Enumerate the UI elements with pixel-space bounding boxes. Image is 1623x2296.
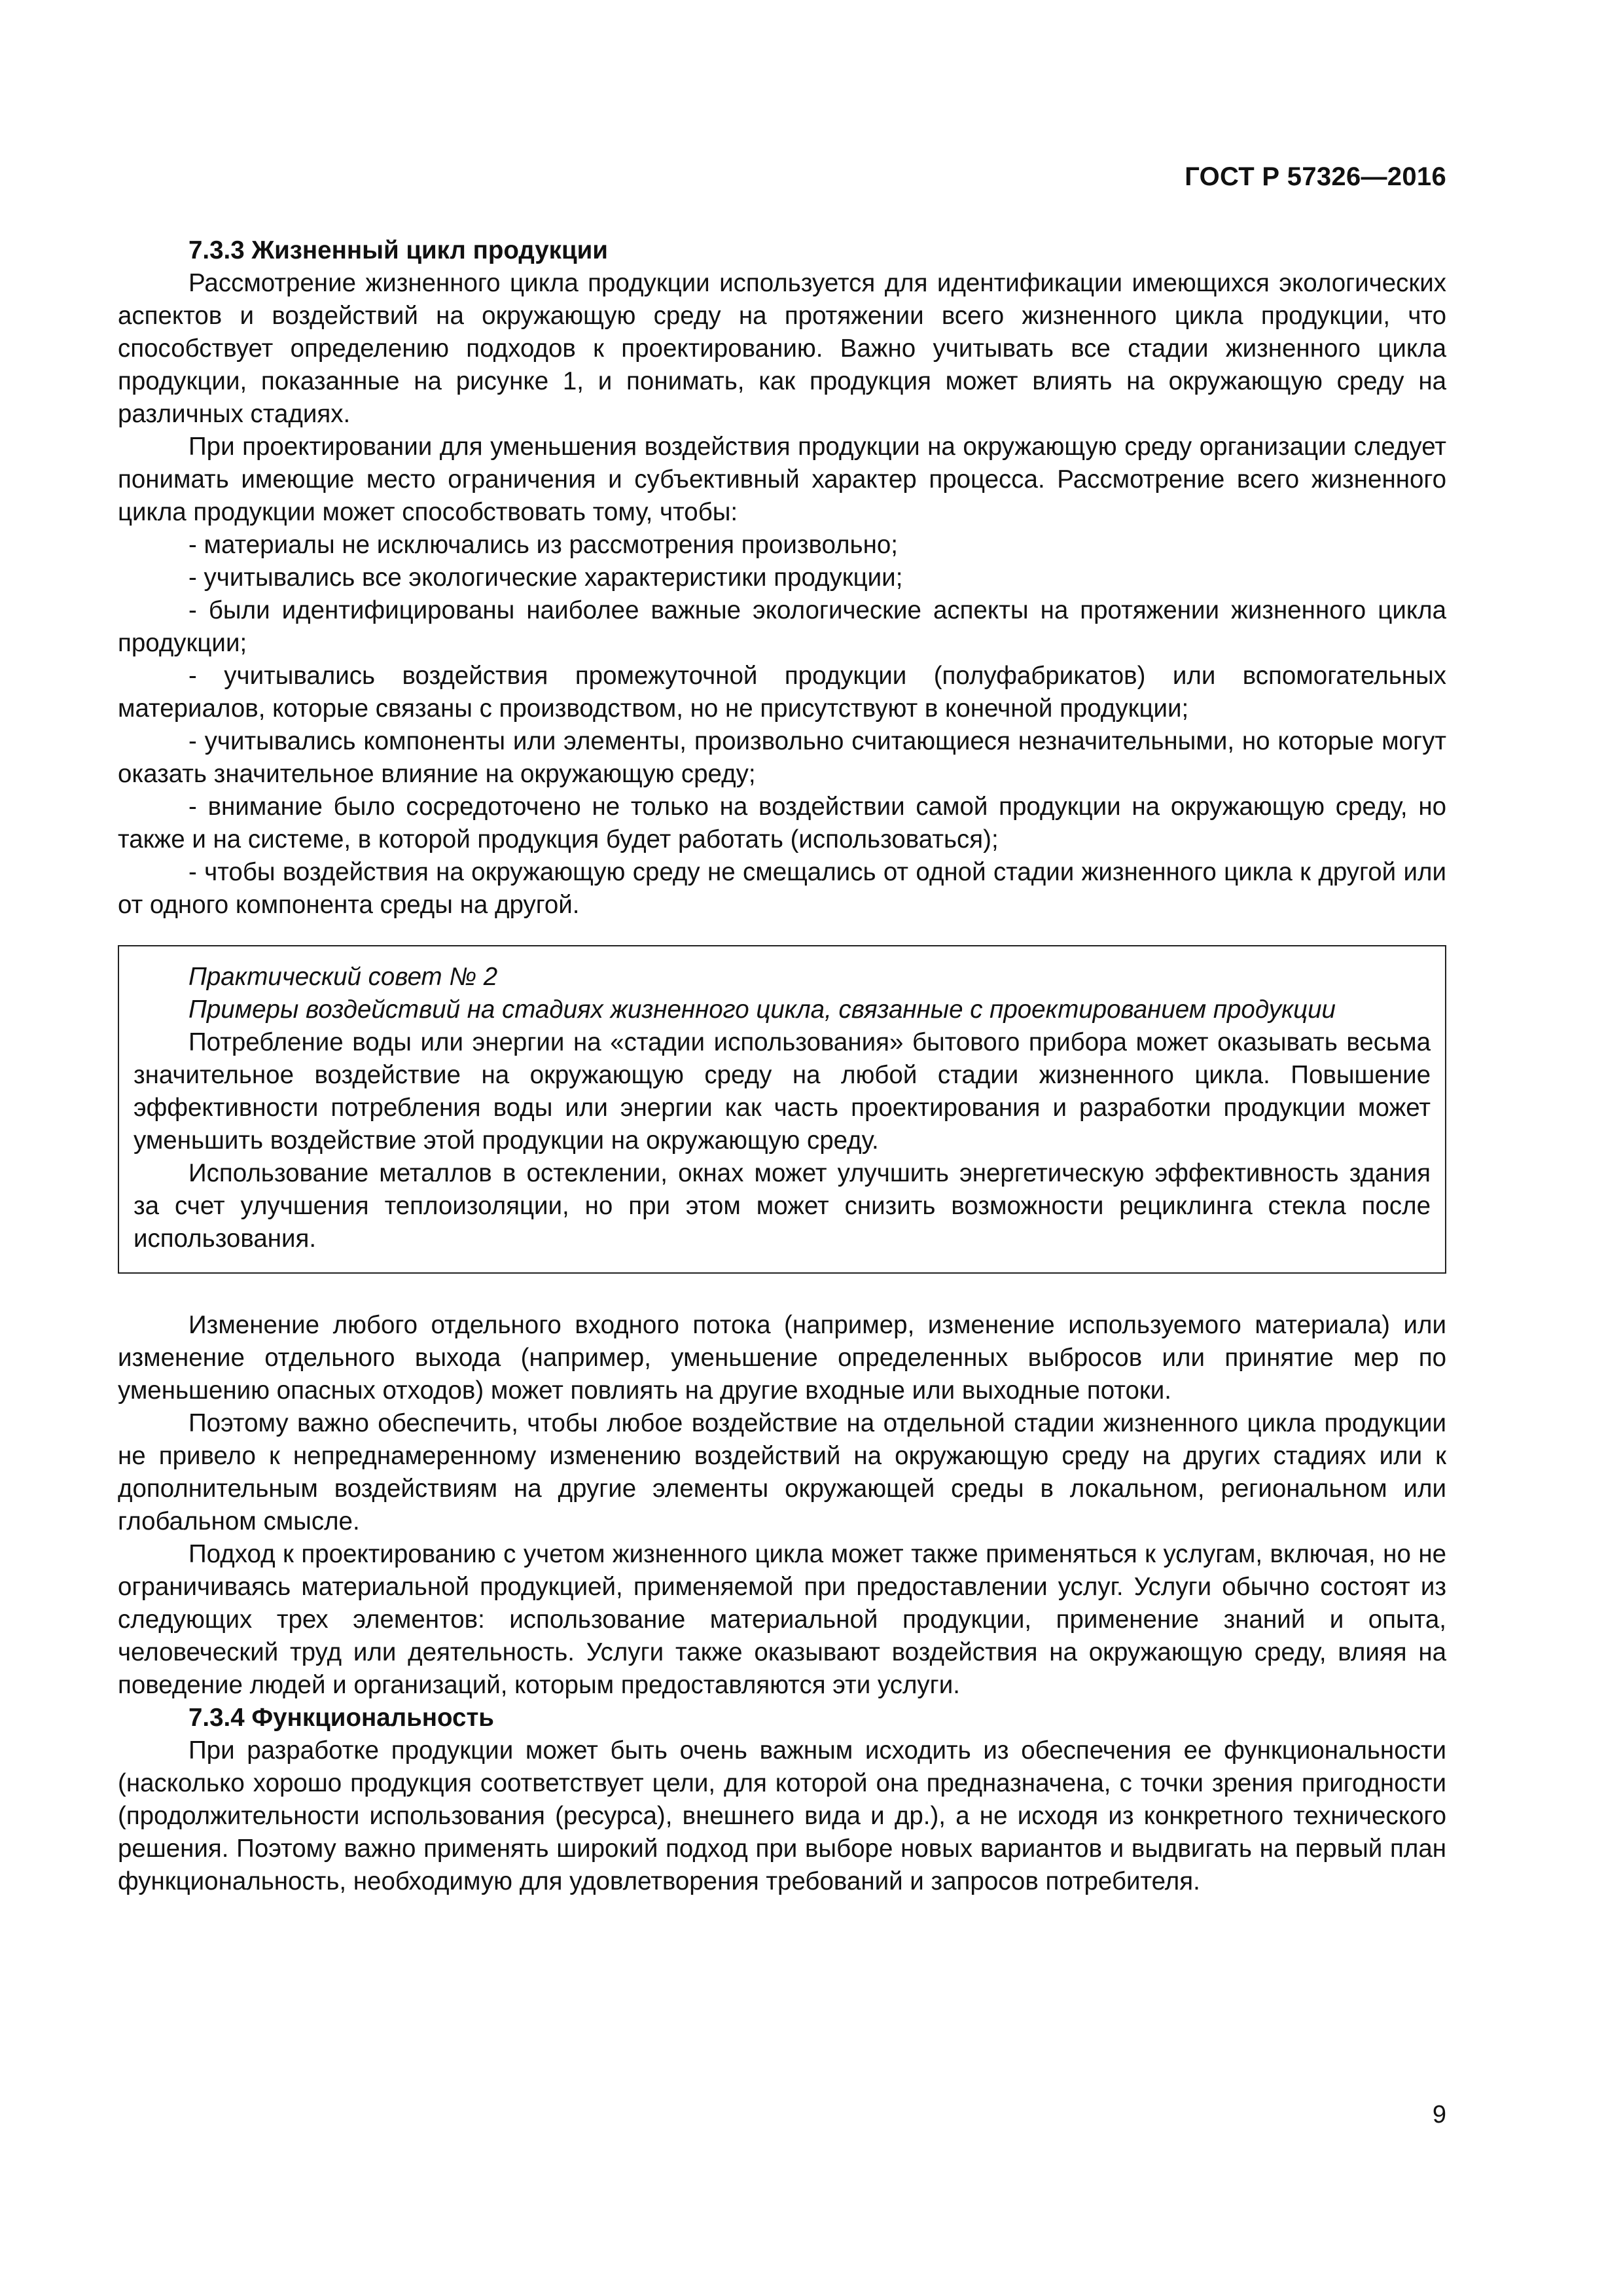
- document-page: [118, 0, 1446, 2296]
- list-item: - внимание было сосредоточено не только на воздействии самой продукции на окружающую среду, но также и на системе, в которой продукция будет работать (использоваться);: [118, 793, 1446, 853]
- section-heading-7-3-3: 7.3.3 Жизненный цикл продукции: [188, 236, 608, 264]
- list-item: - учитывались все экологические характеристики продукции;: [188, 564, 903, 592]
- tip-subtitle: Примеры воздействий на стадиях жизненного цикла, связанные с проектированием продукции: [188, 996, 1336, 1024]
- standard-header: ГОСТ Р 57326—2016: [1185, 162, 1446, 191]
- paragraph: Подход к проектированию с учетом жизненного цикла может также применяться к услугам, включая, но не ограничиваясь материальной продукцией, применяемой при предоставлении услуг. Услуги обычно состоят из следующих трех элементов: использование материальной продукции, применение знаний и опыта, человеческий труд или деятельность. Услуги также оказывают воздействия на окружающую среду, влияя на поведение людей и организаций, которым предоставляются эти услуги.: [118, 1540, 1446, 1699]
- list-item: - учитывались воздействия промежуточной продукции (полуфабрикатов) или вспомогательных материалов, которые связаны с производством, но не присутствуют в конечной продукции;: [118, 662, 1446, 723]
- list-item: - учитывались компоненты или элементы, произвольно считающиеся незначительными, но которые могут оказать значительное влияние на окружающую среду;: [118, 727, 1446, 788]
- list-item: - материалы не исключались из рассмотрения произвольно;: [188, 531, 898, 559]
- page-content: [118, 234, 1446, 1898]
- tip-label: Практический совет № 2: [188, 963, 498, 991]
- practical-tip-box: [118, 945, 1446, 1274]
- paragraph: Поэтому важно обеспечить, чтобы любое воздействие на отдельной стадии жизненного цикла продукции не привело к непреднамеренному изменению воздействий на окружающую среду на других стадиях или к дополнительным воздействиям на другие элементы окружающей среды в локальном, региональном или глобальном смысле.: [118, 1409, 1446, 1535]
- list-item: - чтобы воздействия на окружающую среду не смещались от одной стадии жизненного цикла к другой или от одного компонента среды на другой.: [118, 858, 1446, 919]
- tip-paragraph: Использование металлов в остеклении, окнах может улучшить энергетическую эффективность здания за счет улучшения теплоизоляции, но при этом может снизить возможности рециклинга стекла после использования.: [134, 1159, 1431, 1253]
- paragraph: При разработке продукции может быть очень важным исходить из обеспечения ее функциональности (насколько хорошо продукция соответствует цели, для которой она предназначена, с точки зрения пригодности (продолжительности использования (ресурса), внешнего вида и др.), а не исходя из конкретного технического решения. Поэтому важно применять широкий подход при выборе новых вариантов и выдвигать на первый план функциональность, необходимую для удовлетворения требований и запросов потребителя.: [118, 1736, 1446, 1895]
- paragraph: Рассмотрение жизненного цикла продукции используется для идентификации имеющихся экологических аспектов и воздействий на окружающую среду на протяжении всего жизненного цикла продукции, что способствует определению подходов к проектированию. Важно учитывать все стадии жизненного цикла продукции, показанные на рисунке 1, и понимать, как продукция может влиять на окружающую среду на различных стадиях.: [118, 269, 1446, 428]
- paragraph: Изменение любого отдельного входного потока (например, изменение используемого материала) или изменение отдельного выхода (например, уменьшение определенных выбросов или принятие мер по уменьшению опасных отходов) может повлиять на другие входные или выходные потоки.: [118, 1311, 1446, 1405]
- list-item: - были идентифицированы наиболее важные экологические аспекты на протяжении жизненного цикла продукции;: [118, 596, 1446, 657]
- section-heading-7-3-4: 7.3.4 Функциональность: [188, 1704, 494, 1732]
- page-number: 9: [1432, 2101, 1446, 2128]
- tip-paragraph: Потребление воды или энергии на «стадии использования» бытового прибора может оказывать весьма значительное воздействие на окружающую среду на любой стадии жизненного цикла. Повышение эффективности потребления воды или энергии как часть проектирования и разработки продукции может уменьшить воздействие этой продукции на окружающую среду.: [134, 1028, 1431, 1155]
- paragraph: При проектировании для уменьшения воздействия продукции на окружающую среду организации следует понимать имеющие место ограничения и субъективный характер процесса. Рассмотрение всего жизненного цикла продукции может способствовать тому, чтобы:: [118, 433, 1446, 526]
